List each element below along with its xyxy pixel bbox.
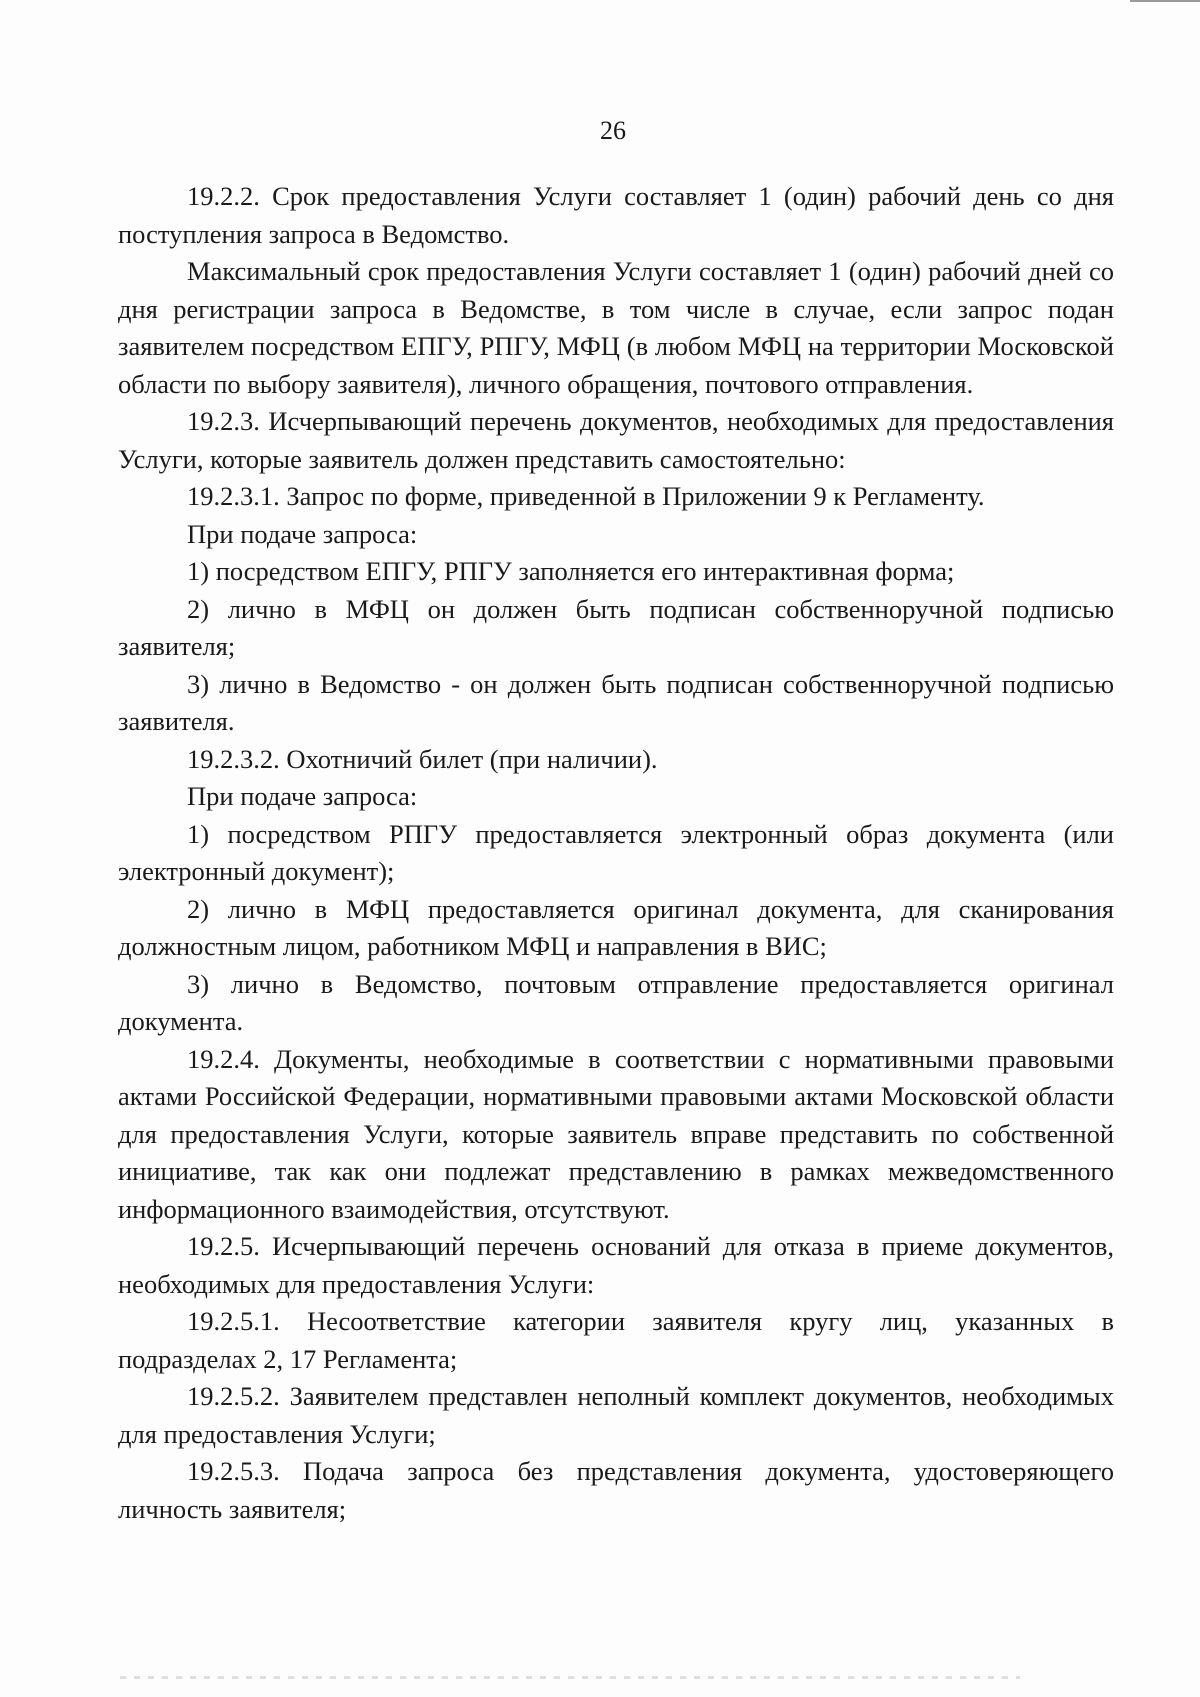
paragraph: 19.2.5.1. Несоответствие категории заявителя кругу лиц, указанных в подразделах 2, 17 Регламента;	[118, 1306, 1114, 1374]
paragraph: При подаче запроса:	[187, 781, 418, 811]
paragraph: 3) лично в Ведомство, почтовым отправление предоставляется оригинал документа.	[118, 968, 1114, 1036]
paragraph: 1) посредством ЕПГУ, РПГУ заполняется его интерактивная форма;	[187, 556, 955, 586]
paragraph: 19.2.3.1. Запрос по форме, приведенной в Приложении 9 к Регламенту.	[187, 481, 985, 511]
paragraph: 2) лично в МФЦ предоставляется оригинал документа, для сканирования должностным лицом, работником МФЦ и направления в ВИС;	[118, 893, 1114, 961]
scan-edge-noise	[120, 1676, 1020, 1679]
paragraph: 19.2.4. Документы, необходимые в соответствии с нормативными правовыми актами Российской Федерации, нормативными правовыми актами Московской области для предоставления Услуги, которые заявитель вправе представить по собственной инициативе, так как они подлежат представлению в рамках межведомственного информационного взаимодействия, отсутствуют.	[118, 1043, 1114, 1224]
paragraph: 1) посредством РПГУ предоставляется электронный образ документа (или электронный документ);	[118, 818, 1114, 886]
paragraph: 19.2.5.2. Заявителем представлен неполный комплект документов, необходимых для предоставления Услуги;	[118, 1381, 1114, 1449]
paragraph: Максимальный срок предоставления Услуги составляет 1 (один) рабочий дней со дня регистрации запроса в Ведомстве, в том числе в случае, если запрос подан заявителем посредством ЕПГУ, РПГУ, МФЦ (в любом МФЦ на территории Московской области по выбору заявителя), личного обращения, почтового отправления.	[118, 256, 1114, 399]
scan-top-rule	[1130, 0, 1200, 2]
paragraph: 3) лично в Ведомство - он должен быть подписан собственноручной подписью заявителя.	[118, 668, 1114, 736]
paragraph: 19.2.3.2. Охотничий билет (при наличии).	[187, 743, 658, 774]
paragraph: 19.2.2. Срок предоставления Услуги составляет 1 (один) рабочий день со дня поступления запроса в Ведомство.	[118, 181, 1114, 249]
paragraph: 19.2.3. Исчерпывающий перечень документов, необходимых для предоставления Услуги, которые заявитель должен представить самостоятельно:	[118, 406, 1114, 474]
paragraph: 19.2.5. Исчерпывающий перечень оснований для отказа в приеме документов, необходимых для предоставления Услуги:	[118, 1231, 1114, 1299]
page-number: 26	[600, 116, 626, 145]
document-body	[118, 178, 1114, 1528]
paragraph: 19.2.5.3. Подача запроса без представления документа, удостоверяющего личность заявителя;	[118, 1456, 1114, 1524]
paragraph: При подаче запроса:	[187, 518, 418, 549]
paragraph: 2) лично в МФЦ он должен быть подписан собственноручной подписью заявителя;	[118, 593, 1114, 661]
